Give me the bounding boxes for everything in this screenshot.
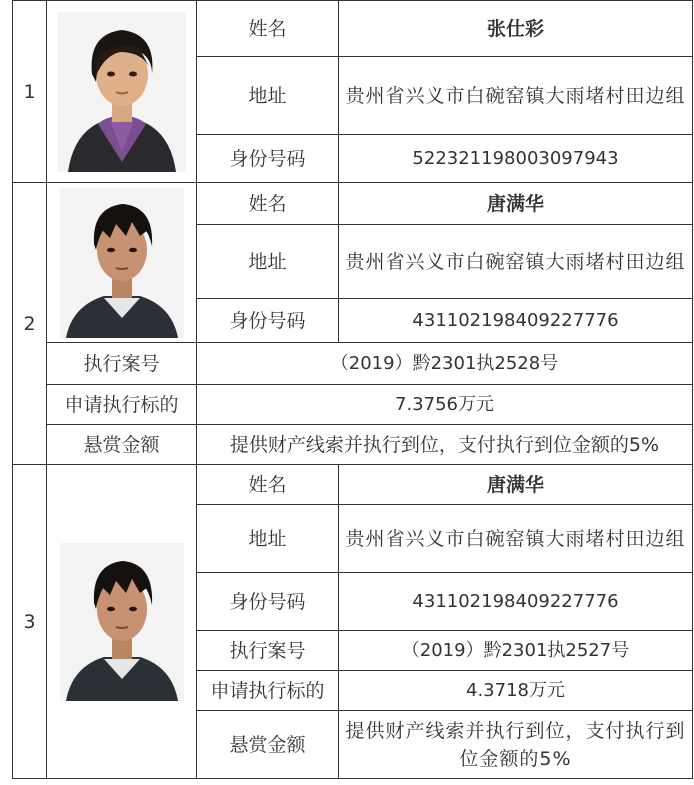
row-index: 2 — [13, 183, 47, 465]
person-address: 贵州省兴义市白碗窑镇大雨堵村田边组 — [339, 57, 693, 135]
row-index: 3 — [13, 465, 47, 779]
male-portrait-icon — [60, 188, 184, 338]
label-address: 地址 — [197, 225, 339, 299]
label-id-number: 身份号码 — [197, 135, 339, 183]
photo-cell — [47, 183, 197, 343]
person-name: 张仕彩 — [339, 1, 693, 57]
person-id-number: 522321198003097943 — [339, 135, 693, 183]
photo-cell — [47, 1, 197, 183]
table-row — [13, 425, 693, 465]
person-address: 贵州省兴义市白碗窑镇大雨堵村田边组 — [339, 225, 693, 299]
label-amount: 申请执行标的 — [47, 385, 197, 425]
label-id-number: 身份号码 — [197, 573, 339, 631]
execution-amount: 4.3718万元 — [339, 671, 693, 711]
photo-cell — [47, 465, 197, 779]
table-row — [13, 465, 693, 505]
wanted-persons-table — [12, 0, 693, 779]
label-address: 地址 — [197, 57, 339, 135]
male-portrait-icon — [60, 543, 184, 701]
table-row — [13, 385, 693, 425]
table-row — [13, 1, 693, 57]
reward-text: 提供财产线索并执行到位，支付执行到位金额的5% — [197, 425, 693, 465]
person-id-number: 431102198409227776 — [339, 299, 693, 343]
label-name: 姓名 — [197, 183, 339, 225]
label-name: 姓名 — [197, 1, 339, 57]
person-name: 唐满华 — [339, 465, 693, 505]
case-number: （2019）黔2301执2528号 — [197, 343, 693, 385]
person-name: 唐满华 — [339, 183, 693, 225]
female-portrait-icon — [58, 12, 186, 172]
label-id-number: 身份号码 — [197, 299, 339, 343]
label-amount: 申请执行标的 — [197, 671, 339, 711]
reward-text: 提供财产线索并执行到位，支付执行到位金额的5% — [339, 711, 693, 779]
table-row — [13, 343, 693, 385]
label-reward: 悬赏金额 — [197, 711, 339, 779]
table-row — [13, 183, 693, 225]
execution-amount: 7.3756万元 — [197, 385, 693, 425]
person-address: 贵州省兴义市白碗窑镇大雨堵村田边组 — [339, 505, 693, 573]
case-number: （2019）黔2301执2527号 — [339, 631, 693, 671]
row-index: 1 — [13, 1, 47, 183]
label-reward: 悬赏金额 — [47, 425, 197, 465]
person-id-number: 431102198409227776 — [339, 573, 693, 631]
label-address: 地址 — [197, 505, 339, 573]
label-case-number: 执行案号 — [47, 343, 197, 385]
label-case-number: 执行案号 — [197, 631, 339, 671]
label-name: 姓名 — [197, 465, 339, 505]
